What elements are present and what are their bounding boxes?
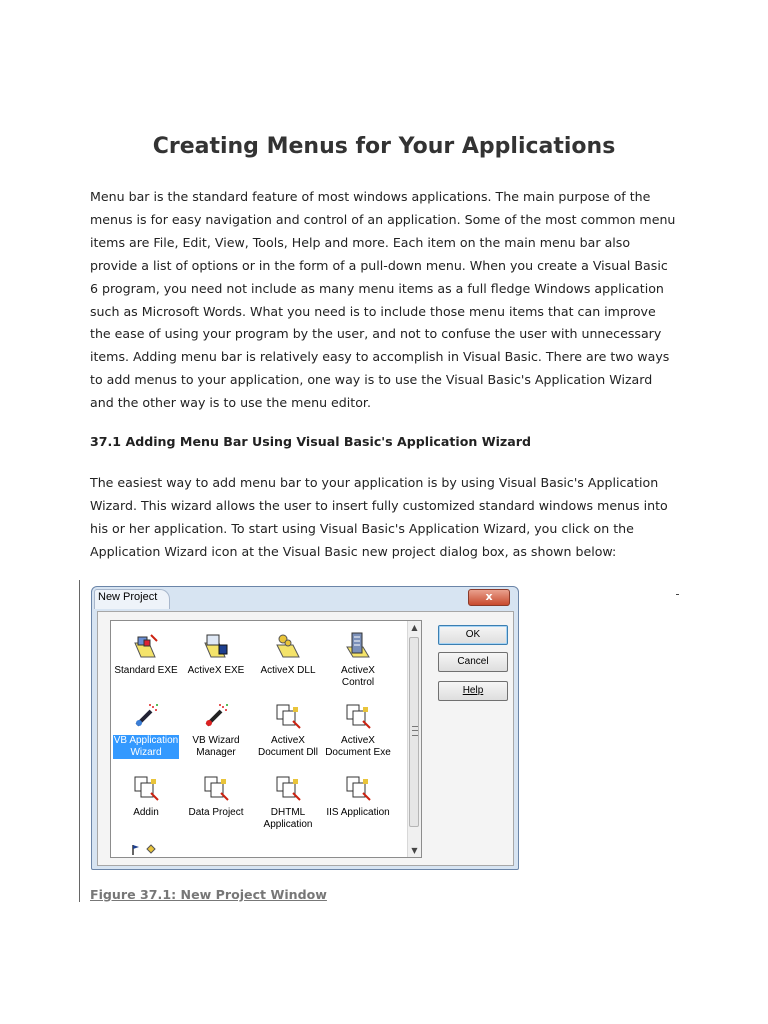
project-item-activex-control[interactable] — [323, 631, 393, 689]
paragraph-line: his or her application. To start using Visual Basic's Application Wizard, you click on the — [90, 520, 634, 536]
paragraph-line: menus is for easy navigation and control of an application. Some of the most common menu — [90, 211, 676, 227]
application-wizard-icon — [131, 701, 161, 731]
scroll-thumb[interactable] — [409, 637, 419, 827]
dhtml-application-icon — [273, 773, 303, 803]
paragraph-line: 6 program, you need not include as many menu items as a full fledge Windows application — [90, 280, 664, 296]
project-item-activex-document-exe[interactable] — [323, 701, 393, 759]
page-title: Creating Menus for Your Applications — [152, 134, 616, 159]
paragraph-line: Application Wizard icon at the Visual Basic new project dialog box, as shown below: — [90, 543, 617, 559]
activex-exe-icon — [201, 631, 231, 661]
standard-exe-icon — [131, 631, 161, 661]
activex-document-exe-icon — [343, 701, 373, 731]
ok-button[interactable]: OK — [438, 625, 508, 645]
project-item-activex-exe[interactable] — [181, 631, 251, 677]
stray-mark — [676, 594, 679, 595]
project-type-list — [110, 620, 422, 858]
item-label: IIS Application — [326, 807, 390, 818]
item-label: Data Project — [188, 807, 244, 818]
project-item-standard-exe[interactable] — [111, 631, 181, 677]
project-item-activex-document-dll[interactable] — [253, 701, 323, 759]
item-label: Standard EXE — [114, 665, 178, 676]
paragraph-line: the ease of using your program by the user, and not to confuse the user with unnecessary — [90, 326, 662, 342]
help-label: Help — [462, 685, 484, 696]
figure-caption[interactable]: Figure 37.1: New Project Window — [90, 887, 327, 902]
item-label: VB Wizard Manager — [192, 735, 240, 758]
item-label: ActiveX Control — [341, 665, 375, 688]
scroll-up-icon[interactable]: ▲ — [411, 623, 418, 632]
paragraph-line: items. Adding menu bar is relatively easy to accomplish in Visual Basic. There are two ways — [90, 349, 670, 365]
paragraph-line: Menu bar is the standard feature of most windows applications. The main purpose of the — [90, 189, 651, 204]
grip-icon — [412, 726, 418, 736]
paragraph-line: provide a list of options or in the form of a pull-down menu. When you create a Visual Basic — [90, 257, 668, 273]
activex-control-icon — [343, 631, 373, 661]
paragraph-line: items are File, Edit, View, Tools, Help and more. Each item on the main menu bar also — [90, 234, 631, 250]
activex-dll-icon — [273, 631, 303, 661]
dialog-title: New Project — [98, 591, 158, 603]
item-label: ActiveX EXE — [187, 665, 245, 676]
intro-paragraph — [90, 186, 690, 415]
project-item-iis-application[interactable] — [323, 773, 393, 819]
paragraph-line: to add menus to your application, one way is to use the Visual Basic's Application Wizard — [90, 372, 653, 388]
scroll-down-icon[interactable]: ▼ — [411, 846, 418, 855]
close-button[interactable]: x — [468, 589, 510, 606]
cancel-button[interactable]: Cancel — [438, 652, 508, 672]
dialog-body — [97, 611, 514, 866]
paragraph-line: and the other way is to use the menu editor. — [90, 395, 371, 411]
paragraph-line: The easiest way to add menu bar to your application is by using Visual Basic's Application — [90, 475, 659, 490]
paragraph-line: Wizard. This wizard allows the user to insert fully customized standard windows menus into — [90, 497, 668, 513]
paragraph-line: such as Microsoft Words. What you need is to include those menu items that can improve — [90, 303, 656, 319]
partial-project-icon — [129, 843, 159, 857]
project-item-activex-dll[interactable] — [253, 631, 323, 677]
help-button[interactable] — [438, 681, 508, 701]
item-label: ActiveX Document Exe — [325, 735, 391, 758]
new-project-dialog — [91, 586, 519, 870]
project-item-addin[interactable] — [111, 773, 181, 819]
project-item-data-project[interactable] — [181, 773, 251, 819]
list-scrollbar[interactable] — [407, 621, 421, 857]
project-item-vb-wizard-manager[interactable] — [181, 701, 251, 759]
section-paragraph — [90, 472, 690, 564]
iis-application-icon — [343, 773, 373, 803]
item-label: VB Application Wizard — [113, 735, 179, 758]
addin-icon — [131, 773, 161, 803]
item-label: ActiveX Document Dll — [257, 735, 319, 758]
wizard-manager-icon — [201, 701, 231, 731]
project-item-vb-application-wizard[interactable] — [111, 701, 181, 759]
item-label: ActiveX DLL — [260, 665, 316, 676]
figure-divider — [79, 580, 80, 902]
activex-document-dll-icon — [273, 701, 303, 731]
project-item-dhtml-application[interactable] — [253, 773, 323, 831]
section-heading: 37.1 Adding Menu Bar Using Visual Basic's Application Wizard — [90, 434, 531, 449]
item-label: Addin — [133, 807, 159, 818]
data-project-icon — [201, 773, 231, 803]
item-label: DHTML Application — [263, 807, 313, 830]
